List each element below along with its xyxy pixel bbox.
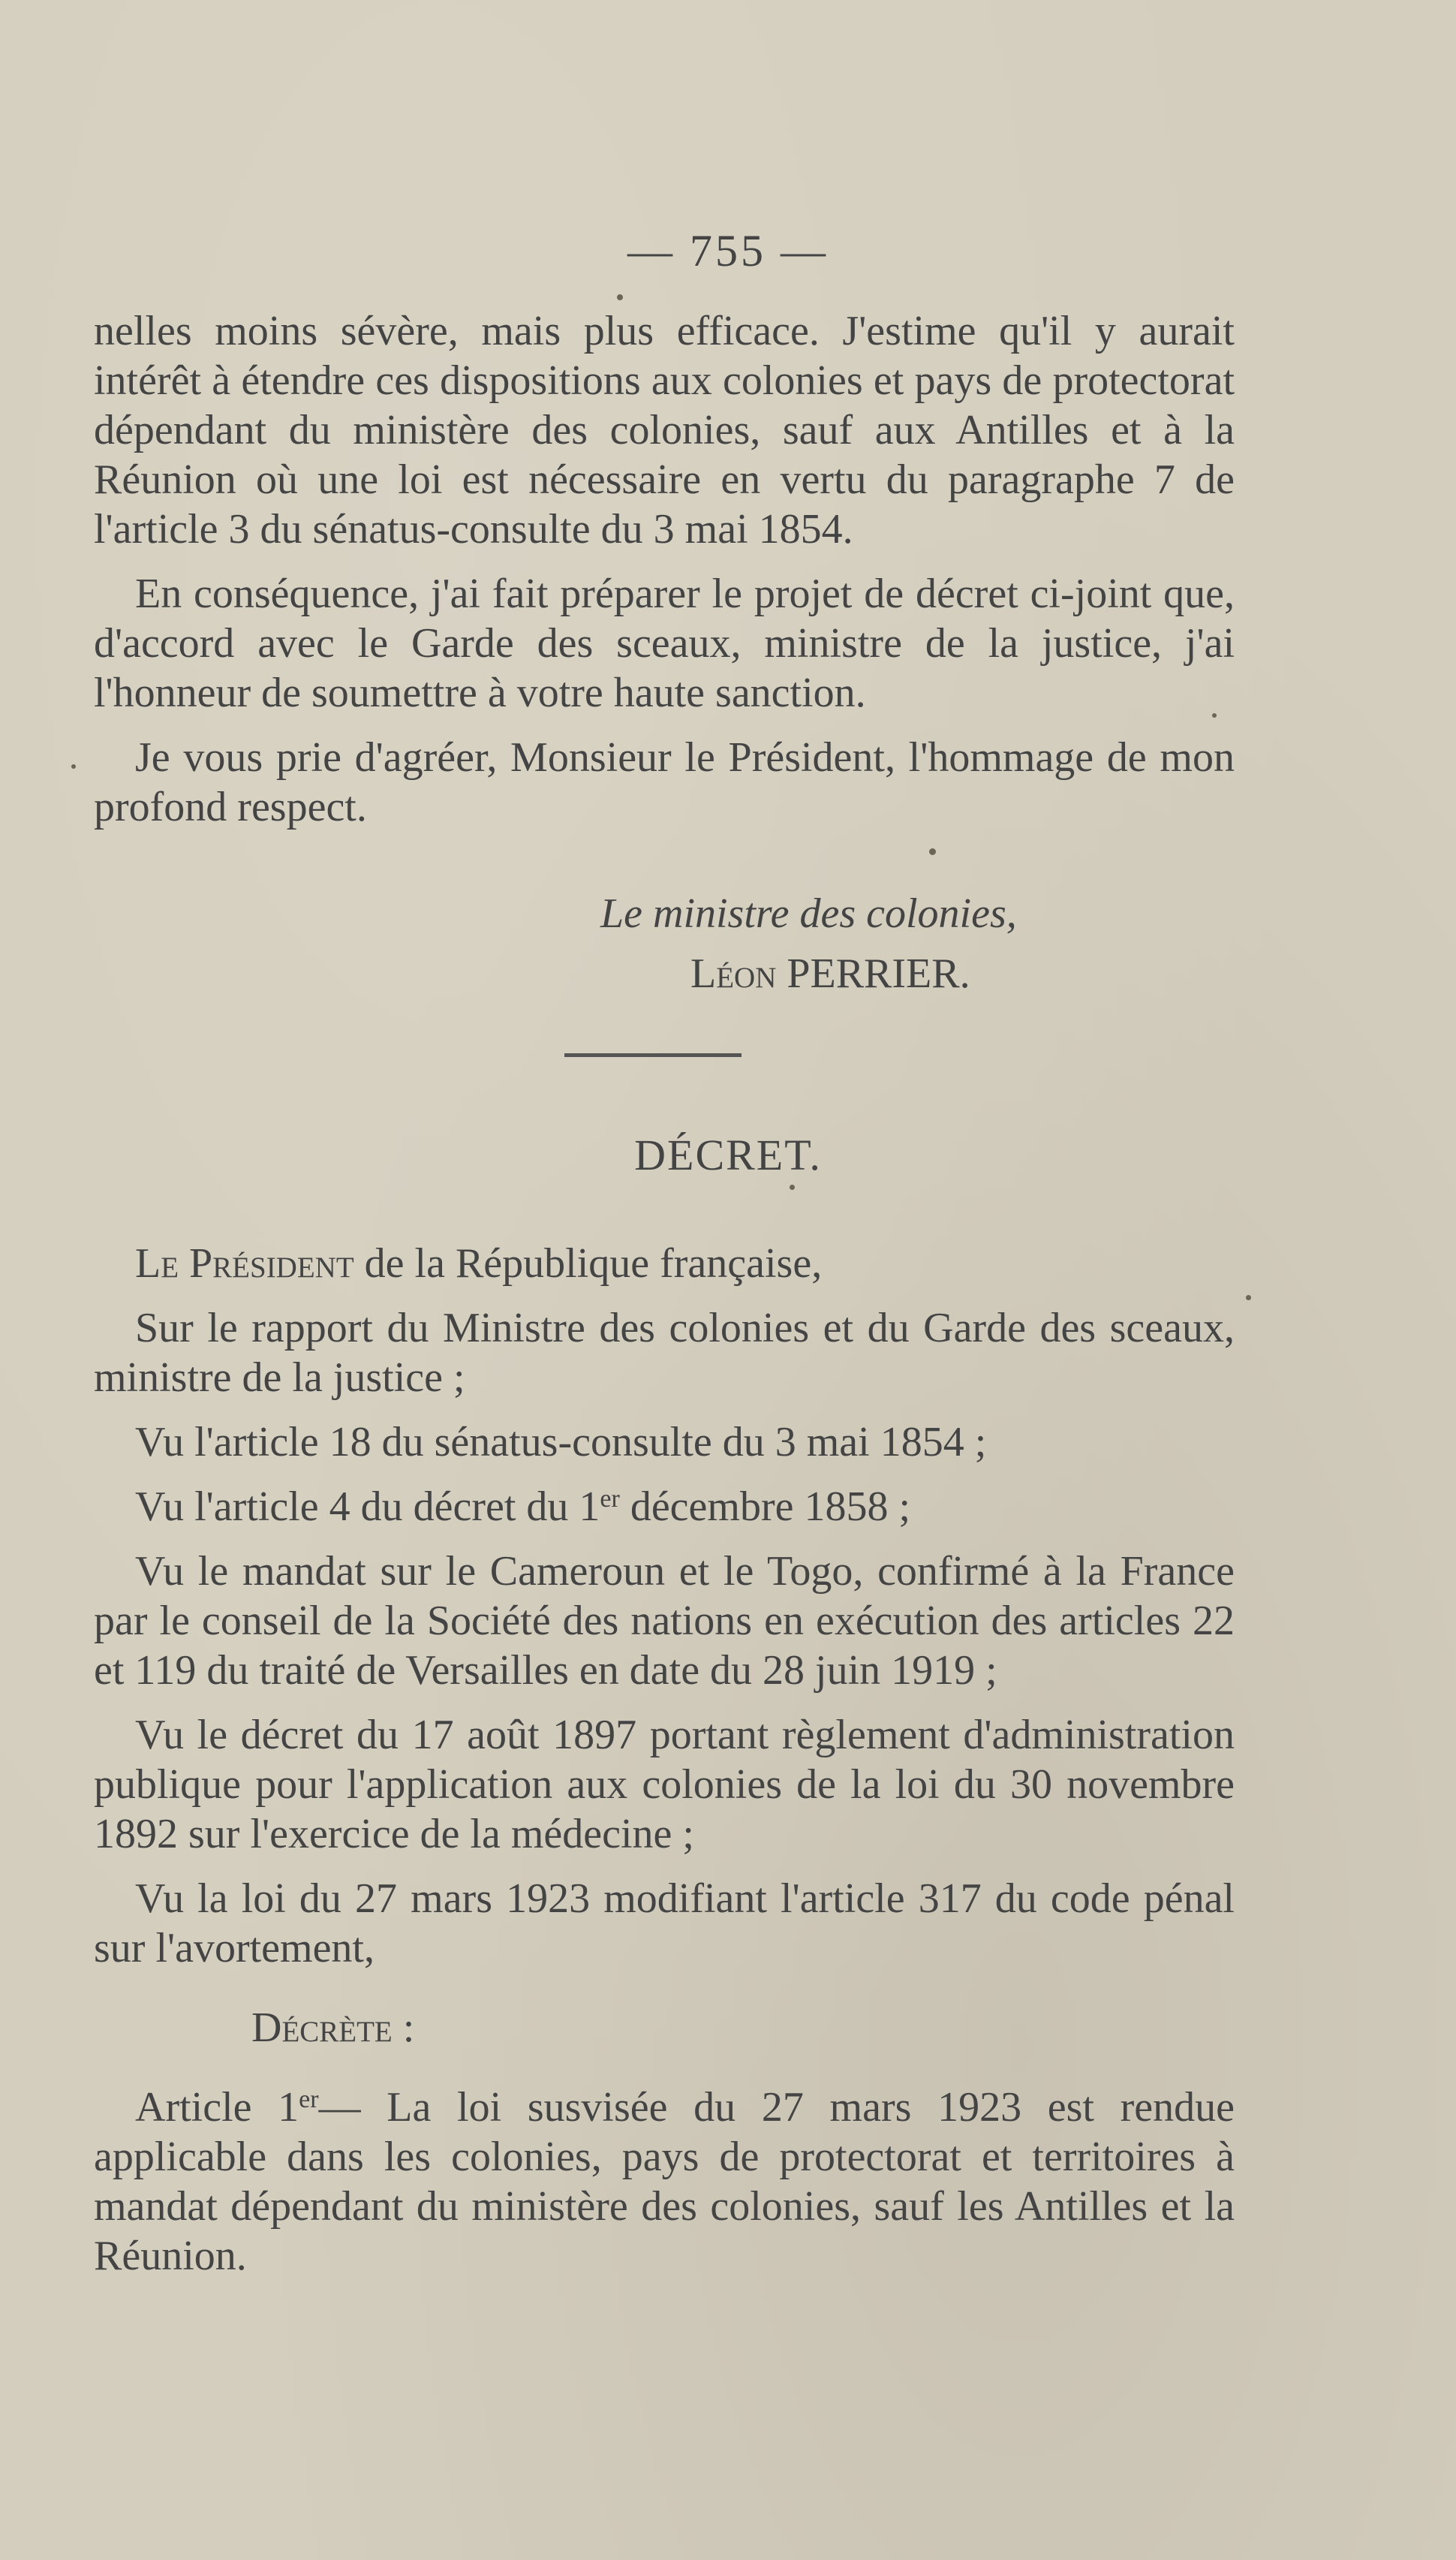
considerant-2: Vu l'article 18 du sénatus-consulte du 3 mai 1854 ; bbox=[135, 1419, 987, 1465]
considerant-3 bbox=[94, 1482, 1235, 1531]
considerant-1: Sur le rapport du Ministre des colonies et du Garde des sceaux, ministre de la justice ; bbox=[94, 1305, 1235, 1401]
considerant-3-superscript: er bbox=[600, 1485, 620, 1513]
decree-heading: DÉCRET. bbox=[634, 1131, 822, 1179]
paper-speck bbox=[1246, 1295, 1251, 1300]
signature-name: Léon PERRIER. bbox=[690, 950, 970, 997]
letter-paragraph-2: En conséquence, j'ai fait préparer le projet de décret ci-joint que, d'accord avec le Garde des sceaux, ministre de la justice, j'ai l'honneur de soumettre à votre haute sanction. bbox=[94, 571, 1235, 716]
decree-preamble bbox=[94, 1239, 1235, 1288]
considerant-4: Vu le mandat sur le Cameroun et le Togo, confirmé à la France par le conseil de la Société des nations en exécution des articles 22 et 119 du traité de Versailles en date du 28 juin 1919 ; bbox=[94, 1548, 1235, 1694]
president-rest: de la République française, bbox=[353, 1240, 823, 1287]
article-1-superscript: er bbox=[299, 2086, 319, 2113]
letter-paragraph-3: Je vous prie d'agréer, Monsieur le Président, l'hommage de mon profond respect. bbox=[94, 734, 1235, 830]
considerant-3-text: Vu l'article 4 du décret du 1 bbox=[135, 1483, 600, 1530]
signature-title: Le ministre des colonies, bbox=[600, 890, 1017, 937]
paper-speck bbox=[71, 764, 76, 769]
considerant-6: Vu la loi du 27 mars 1923 modifiant l'article 317 du code pénal sur l'avortement, bbox=[94, 1875, 1235, 1971]
section-divider bbox=[564, 1053, 742, 1057]
decree-decrete: Décrète : bbox=[251, 2004, 415, 2051]
article-1-text: — La loi susvisée du 27 mars 1923 est rendue applicable dans les colonies, pays de protectorat et territoires à mandat dépendant du ministère des colonies, sauf les Antilles et la Réunion. bbox=[94, 2084, 1235, 2279]
article-1 bbox=[94, 2083, 1235, 2281]
article-1-label: Article 1 bbox=[135, 2084, 299, 2131]
considerant-3-end: décembre 1858 ; bbox=[619, 1483, 910, 1530]
page-number: — 755 — bbox=[627, 226, 829, 276]
paper-speck bbox=[929, 848, 936, 855]
paper-speck bbox=[1212, 713, 1217, 718]
president-title: Le Président bbox=[135, 1240, 354, 1287]
paper-speck bbox=[790, 1185, 795, 1190]
paper-speck bbox=[617, 294, 623, 300]
letter-paragraph-1: nelles moins sévère, mais plus efficace. J'estime qu'il y aurait intérêt à étendre ces dispositions aux colonies et pays de protectorat dépendant du ministère des colonies, sauf aux Antilles et à la Réunion où une loi est nécessaire en vertu du paragraphe 7 de l'article 3 du sénatus-consulte du 3 mai 1854. bbox=[94, 308, 1235, 553]
considerant-5: Vu le décret du 17 août 1897 portant règlement d'administration publique pour l'application aux colonies de la loi du 30 novembre 1892 sur l'exercice de la médecine ; bbox=[94, 1712, 1235, 1857]
letter-body bbox=[94, 306, 1235, 832]
decree-body bbox=[94, 1239, 1235, 2281]
